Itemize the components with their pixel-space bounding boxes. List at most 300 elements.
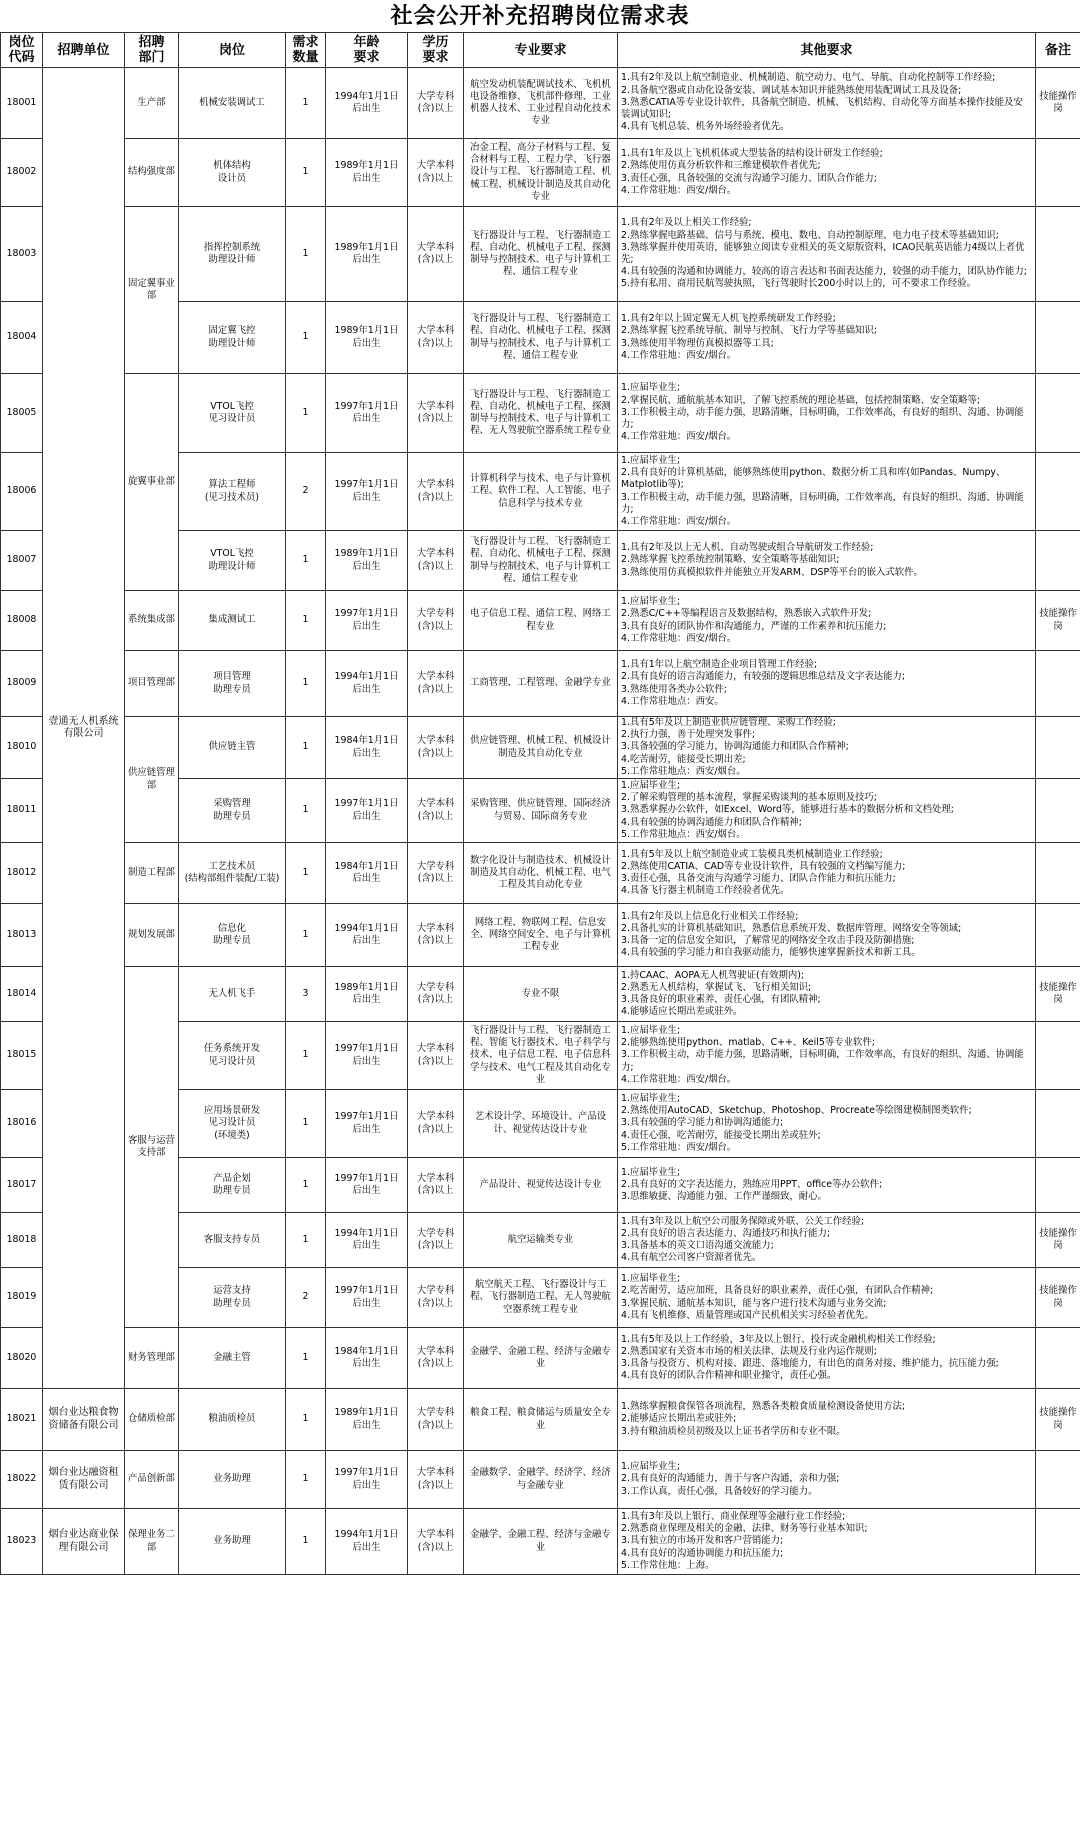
cell-edu-text: 大学本科 (含)以上 bbox=[416, 548, 455, 572]
cell-age bbox=[326, 207, 408, 302]
table-row bbox=[1, 1389, 1080, 1451]
cell-count-text: 1 bbox=[302, 247, 309, 259]
cell-other bbox=[618, 967, 1036, 1022]
cell-edu bbox=[408, 1509, 464, 1575]
cell-edu bbox=[408, 651, 464, 717]
cell-other bbox=[618, 1509, 1036, 1575]
cell-note bbox=[1036, 591, 1080, 651]
cell-position bbox=[179, 717, 286, 779]
cell-other bbox=[618, 139, 1036, 207]
cell-count bbox=[286, 207, 326, 302]
cell-note bbox=[1036, 1090, 1080, 1158]
cell-major bbox=[464, 139, 618, 207]
requirement-line: 5.持有私用、商用民航驾驶执照，飞行驾驶时长200小时以上的，可不要求工作经验。 bbox=[621, 278, 976, 290]
cell-code bbox=[1, 374, 43, 453]
cell-age-text: 1997年1月1日 后出生 bbox=[334, 798, 399, 822]
cell-edu bbox=[408, 1451, 464, 1509]
cell-age-text: 1989年1月1日 后出生 bbox=[334, 548, 399, 572]
cell-code bbox=[1, 904, 43, 967]
requirement-line: 4.工作常驻地：西安/烟台。 bbox=[621, 184, 737, 196]
requirement-line: 5.工作常驻地：西安/烟台。 bbox=[621, 1141, 737, 1153]
cell-count bbox=[286, 1022, 326, 1090]
cell-major-text: 飞行器设计与工程、飞行器制造工程、自动化、机械电子工程、探测制导与控制技术、电子与计算机工程、通信工程专业 bbox=[470, 536, 611, 584]
cell-position-text: 集成测试工 bbox=[208, 614, 256, 626]
cell-count-text: 1 bbox=[302, 554, 309, 566]
cell-code-text: 18022 bbox=[6, 1473, 37, 1485]
cell-edu bbox=[408, 591, 464, 651]
table-row bbox=[1, 139, 1080, 207]
cell-code-text: 18012 bbox=[6, 866, 37, 878]
cell-other bbox=[618, 531, 1036, 591]
cell-unit bbox=[43, 68, 125, 1389]
cell-age-text: 1997年1月1日 后出生 bbox=[334, 400, 399, 424]
cell-other bbox=[618, 651, 1036, 717]
cell-major bbox=[464, 717, 618, 779]
cell-major-text: 飞行器设计与工程、飞行器制造工程、自动化、机械电子工程、探测制导与控制技术、电子与计算机工程、通信工程专业 bbox=[470, 313, 611, 361]
cell-position-text: 机械安装调试工 bbox=[199, 96, 265, 108]
cell-edu bbox=[408, 1328, 464, 1389]
cell-note bbox=[1036, 1268, 1080, 1328]
cell-age bbox=[326, 1022, 408, 1090]
cell-code-text: 18014 bbox=[6, 987, 37, 999]
cell-other bbox=[618, 453, 1036, 531]
requirement-line: 3.工作积极主动，动手能力强，思路清晰，目标明确，工作效率高，有良好的组织、沟通、协调能力; bbox=[621, 491, 1024, 515]
cell-major bbox=[464, 591, 618, 651]
cell-note bbox=[1036, 139, 1080, 207]
cell-code-text: 18013 bbox=[6, 928, 37, 940]
cell-code-text: 18001 bbox=[6, 96, 37, 108]
cell-edu-text: 大学本科 (含)以上 bbox=[416, 1345, 455, 1370]
cell-count-text: 2 bbox=[302, 485, 309, 497]
cell-edu-text: 大学本科 (含)以上 bbox=[416, 1172, 455, 1197]
cell-dept-text: 制造工程部 bbox=[128, 866, 175, 878]
cell-major bbox=[464, 967, 618, 1022]
requirement-line: 2.熟练掌握电路基础、信号与系统、模电、数电、自动控制原理、电力电子技术等基础知识; bbox=[621, 229, 999, 241]
cell-code-text: 18010 bbox=[6, 741, 37, 753]
requirement-line: 4.具有航空公司客户资源者优先。 bbox=[621, 1252, 762, 1264]
requirement-line: 2.执行力强，善于处理突发事件; bbox=[621, 729, 755, 741]
cell-dept-text: 财务管理部 bbox=[128, 1351, 175, 1363]
cell-other bbox=[618, 843, 1036, 904]
cell-age-text: 1984年1月1日 后出生 bbox=[334, 860, 399, 885]
cell-age bbox=[326, 591, 408, 651]
requirement-line: 3.持有粮油质检员初级及以上证书者学历和专业不限。 bbox=[621, 1425, 846, 1437]
cell-note bbox=[1036, 302, 1080, 374]
cell-other bbox=[618, 591, 1036, 651]
cell-age-text: 1997年1月1日 后出生 bbox=[334, 608, 399, 632]
cell-code-text: 18003 bbox=[6, 247, 37, 259]
cell-edu bbox=[408, 453, 464, 531]
cell-position-text: 金融主管 bbox=[213, 1351, 251, 1363]
table-row bbox=[1, 904, 1080, 967]
cell-age-text: 1989年1月1日 后出生 bbox=[334, 160, 399, 184]
requirement-line: 2.熟练使用AutoCAD、Sketchup、Photoshop、Procreate等绘图建模制图类软件; bbox=[621, 1105, 972, 1117]
cell-count-text: 1 bbox=[302, 1413, 309, 1425]
cell-age bbox=[326, 302, 408, 374]
requirement-line: 2.熟练掌握飞控系统导航、制导与控制、飞行力学等基础知识; bbox=[621, 325, 877, 337]
requirement-line: 1.应届毕业生; bbox=[621, 454, 680, 466]
cell-age-text: 1997年1月1日 后出生 bbox=[334, 1285, 399, 1309]
requirement-line: 5.工作常住地：上海。 bbox=[621, 1559, 715, 1571]
table-row bbox=[1, 591, 1080, 651]
cell-age-text: 1997年1月1日 后出生 bbox=[334, 1467, 399, 1491]
requirement-line: 2.熟悉国家有关资本市场的相关法律、法规及行业内运作规则; bbox=[621, 1345, 877, 1357]
requirement-line: 5.工作常驻地点：西安/烟台。 bbox=[621, 765, 746, 777]
table-row bbox=[1, 374, 1080, 453]
cell-note bbox=[1036, 453, 1080, 531]
requirement-line: 1.持CAAC、AOPA无人机驾驶证(有效期内); bbox=[621, 969, 805, 981]
requirement-line: 1.应届毕业生; bbox=[621, 1025, 680, 1036]
requirement-line: 3.掌握民航、通航基本知识，能与客户进行技术沟通与业务交流; bbox=[621, 1297, 887, 1309]
cell-edu bbox=[408, 904, 464, 967]
cell-code bbox=[1, 1022, 43, 1090]
requirement-line: 4.具备飞行器主机制造工作经验者优先。 bbox=[621, 885, 790, 897]
cell-note bbox=[1036, 531, 1080, 591]
cell-age bbox=[326, 139, 408, 207]
cell-position bbox=[179, 1451, 286, 1509]
cell-major-text: 计算机科学与技术、电子与计算机工程、软件工程、人工智能、电子信息科学与技术专业 bbox=[470, 473, 611, 509]
cell-major-text: 数字化设计与制造技术、机械设计制造及其自动化、机械工程、电气工程及其自动化专业 bbox=[470, 854, 611, 891]
cell-edu bbox=[408, 1090, 464, 1158]
cell-position-text: 算法工程师 (见习技术员) bbox=[204, 479, 260, 503]
cell-code bbox=[1, 1158, 43, 1213]
cell-code-text: 18018 bbox=[6, 1233, 37, 1245]
cell-edu bbox=[408, 374, 464, 453]
cell-age-text: 1997年1月1日 后出生 bbox=[334, 1111, 399, 1135]
cell-dept bbox=[125, 1389, 179, 1451]
cell-count bbox=[286, 1158, 326, 1213]
requirement-line: 1.应届毕业生; bbox=[621, 780, 680, 791]
cell-other bbox=[618, 68, 1036, 139]
cell-code bbox=[1, 591, 43, 651]
cell-position-text: 运营支持 助理专员 bbox=[213, 1285, 251, 1309]
cell-dept-text: 供应链管理部 bbox=[128, 767, 175, 791]
cell-count bbox=[286, 531, 326, 591]
requirement-line: 1.应届毕业生; bbox=[621, 1273, 680, 1285]
requirement-line: 1.具有2年及以上相关工作经验; bbox=[621, 217, 752, 229]
cell-other bbox=[618, 1213, 1036, 1268]
cell-position bbox=[179, 207, 286, 302]
cell-code bbox=[1, 68, 43, 139]
requirement-line: 4.工作常驻地：西安/烟台。 bbox=[621, 515, 737, 527]
requirement-line: 1.具有1年及以上飞机机体或大型装备的结构设计研发工作经验; bbox=[621, 148, 883, 160]
requirement-line: 4.具有飞机总装、机务外场经验者优先。 bbox=[621, 121, 790, 133]
cell-count bbox=[286, 967, 326, 1022]
cell-count-text: 1 bbox=[302, 1049, 309, 1061]
cell-note bbox=[1036, 1451, 1080, 1509]
cell-major-text: 粮食工程、粮食储运与质量安全专业 bbox=[470, 1407, 611, 1431]
cell-edu bbox=[408, 717, 464, 779]
cell-note-text: 技能操作岗 bbox=[1039, 1227, 1077, 1252]
cell-age bbox=[326, 843, 408, 904]
cell-note-text: 技能操作岗 bbox=[1039, 90, 1077, 114]
cell-age bbox=[326, 717, 408, 779]
cell-position bbox=[179, 68, 286, 139]
requirement-line: 2.能够熟练使用python、matlab、C++、Keil5等专业软件; bbox=[621, 1037, 875, 1049]
cell-age-text: 1989年1月1日 后出生 bbox=[334, 325, 399, 349]
cell-age-text: 1997年1月1日 后出生 bbox=[334, 479, 399, 503]
cell-position-text: 应用场景研发 见习设计员 (环境类) bbox=[203, 1105, 261, 1141]
cell-unit-text: 烟台业达粮食物资储备有限公司 bbox=[48, 1407, 119, 1431]
cell-code bbox=[1, 1451, 43, 1509]
cell-code bbox=[1, 843, 43, 904]
page-title: 社会公开补充招聘岗位需求表 bbox=[390, 3, 690, 29]
cell-edu-text: 大学本科 (含)以上 bbox=[416, 479, 455, 503]
cell-position bbox=[179, 531, 286, 591]
cell-code bbox=[1, 967, 43, 1022]
requirement-line: 2.熟练使用CATIA、CAD等专业设计软件，具有较强的文档编写能力; bbox=[621, 860, 906, 872]
requirement-line: 1.具有5年及以上制造业供应链管理、采购工作经验; bbox=[621, 717, 836, 728]
cell-note bbox=[1036, 374, 1080, 453]
requirement-line: 1.具有3年及以上银行、商业保理等金融行业工作经验; bbox=[621, 1511, 846, 1522]
cell-other bbox=[618, 1268, 1036, 1328]
cell-position bbox=[179, 1213, 286, 1268]
requirement-line: 3.熟练使用半物理仿真模拟器等工具; bbox=[621, 337, 774, 349]
header-unit: 招聘单位 bbox=[43, 33, 125, 68]
cell-dept-text: 客服与运营支持部 bbox=[128, 1134, 175, 1159]
cell-code-text: 18017 bbox=[6, 1178, 37, 1190]
cell-dept bbox=[125, 207, 179, 374]
cell-dept-text: 产品创新部 bbox=[128, 1473, 175, 1485]
cell-edu-text: 大学专科 (含)以上 bbox=[416, 981, 455, 1006]
cell-age-text: 1994年1月1日 后出生 bbox=[334, 90, 399, 114]
cell-age bbox=[326, 531, 408, 591]
requirement-line: 4.工作常驻地：西安/烟台。 bbox=[621, 632, 737, 644]
cell-count bbox=[286, 651, 326, 717]
cell-edu-text: 大学专科 (含)以上 bbox=[416, 608, 455, 632]
cell-edu-text: 大学专科 (含)以上 bbox=[416, 1227, 455, 1252]
cell-note bbox=[1036, 843, 1080, 904]
cell-count-text: 1 bbox=[302, 866, 309, 878]
cell-edu bbox=[408, 1268, 464, 1328]
cell-count bbox=[286, 302, 326, 374]
table-row bbox=[1, 1451, 1080, 1509]
requirement-line: 2.具有良好的语言沟通能力，有较强的逻辑思维总结及文字表达能力; bbox=[621, 671, 905, 683]
cell-edu bbox=[408, 967, 464, 1022]
requirement-line: 4.工作常驻地：西安/烟台。 bbox=[621, 431, 737, 443]
cell-unit-text: 烟台业达商业保理有限公司 bbox=[48, 1529, 119, 1553]
requirement-line: 3.责任心强，具备交流与沟通学习能力、团队合作能力和抗压能力; bbox=[621, 873, 896, 885]
cell-note bbox=[1036, 1389, 1080, 1451]
cell-major bbox=[464, 1213, 618, 1268]
cell-count-text: 1 bbox=[302, 406, 309, 418]
cell-dept bbox=[125, 139, 179, 207]
cell-dept-text: 固定翼事业部 bbox=[128, 277, 175, 301]
header-count: 需求 数量 bbox=[286, 33, 326, 68]
cell-edu-text: 大学本科 (含)以上 bbox=[416, 922, 455, 947]
cell-unit bbox=[43, 1389, 125, 1451]
cell-other bbox=[618, 779, 1036, 843]
cell-code bbox=[1, 651, 43, 717]
cell-code-text: 18023 bbox=[6, 1535, 37, 1547]
cell-code bbox=[1, 531, 43, 591]
cell-count bbox=[286, 1389, 326, 1451]
cell-edu bbox=[408, 1389, 464, 1451]
table-row bbox=[1, 651, 1080, 717]
cell-edu-text: 大学本科 (含)以上 bbox=[416, 400, 455, 424]
cell-note bbox=[1036, 1328, 1080, 1389]
cell-position-text: 指挥控制系统 助理设计师 bbox=[203, 241, 261, 265]
requirement-line: 3.熟练使用各类办公软件; bbox=[621, 683, 727, 695]
cell-count-text: 3 bbox=[302, 987, 309, 999]
cell-code-text: 18021 bbox=[6, 1413, 37, 1425]
cell-position-text: 供应链主管 bbox=[208, 741, 256, 753]
cell-count bbox=[286, 591, 326, 651]
cell-age-text: 1994年1月1日 后出生 bbox=[334, 671, 399, 695]
cell-major bbox=[464, 651, 618, 717]
requirement-line: 2.具有良好的沟通能力，善于与客户沟通，亲和力强; bbox=[621, 1473, 840, 1485]
header-edu: 学历 要求 bbox=[408, 33, 464, 68]
requirement-line: 3.具备一定的信息安全知识，了解常见的网络安全攻击手段及防御措施; bbox=[621, 935, 915, 947]
cell-position bbox=[179, 302, 286, 374]
requirement-line: 3.具备与投资方、机构对接、跟进、落地能力，有出色的商务对接、维护能力，抗压能力强; bbox=[621, 1358, 999, 1370]
cell-position bbox=[179, 779, 286, 843]
requirement-line: 1.具有5年及以上航空制造业或工装模具类机械制造业工作经验; bbox=[621, 848, 883, 860]
cell-age bbox=[326, 453, 408, 531]
requirement-line: 1.应届毕业生; bbox=[621, 1166, 680, 1178]
cell-position-text: 工艺技术员 (结构部组件装配/工装) bbox=[184, 860, 280, 885]
cell-position-text: VTOL飞控 见习设计员 bbox=[208, 400, 256, 424]
requirement-line: 1.具有3年及以上航空公司服务保障或外联、公关工作经验; bbox=[621, 1215, 865, 1227]
requirement-line: 2.掌握民航、通航航基本知识，了解飞控系统的理论基础，包括控制策略、安全策略等; bbox=[621, 394, 980, 406]
requirement-line: 3.具备良好的职业素养，责任心强，有团队精神; bbox=[621, 994, 821, 1006]
requirement-line: 2.熟悉无人机结构，掌握试飞、飞行相关知识; bbox=[621, 981, 812, 993]
cell-major-text: 飞行器设计与工程、飞行器制造工程、智能飞行器技术、电子科学与技术、电子信息工程、电子信息科学与技术、电气工程及其自动化专业 bbox=[470, 1025, 611, 1085]
cell-note bbox=[1036, 68, 1080, 139]
cell-major-text: 飞行器设计与工程、飞行器制造工程、自动化、机械电子工程、探测制导与控制技术、电子与计算机工程、无人驾驶航空器系统工程专业 bbox=[470, 388, 611, 437]
cell-position bbox=[179, 1389, 286, 1451]
table-row bbox=[1, 1328, 1080, 1389]
cell-dept bbox=[125, 717, 179, 843]
cell-position-text: 业务助理 bbox=[213, 1473, 251, 1485]
cell-code bbox=[1, 779, 43, 843]
cell-major-text: 冶金工程、高分子材料与工程、复合材料与工程、工程力学、飞行器设计与工程、飞行器制造工程、机械工程、机械设计制造及其自动化专业 bbox=[470, 141, 611, 202]
table-row bbox=[1, 717, 1080, 779]
cell-edu bbox=[408, 843, 464, 904]
cell-count-text: 1 bbox=[302, 166, 309, 178]
cell-position bbox=[179, 1022, 286, 1090]
cell-code bbox=[1, 139, 43, 207]
cell-code bbox=[1, 1389, 43, 1451]
requirement-line: 3.熟练掌握并使用英语，能够独立阅读专业相关的英文原版资料，ICAO民航英语能力4级以上者优先; bbox=[621, 241, 1025, 265]
cell-position-text: 客服支持专员 bbox=[203, 1233, 261, 1245]
cell-code-text: 18004 bbox=[6, 331, 37, 343]
cell-age bbox=[326, 1213, 408, 1268]
cell-dept bbox=[125, 1328, 179, 1389]
cell-edu bbox=[408, 68, 464, 139]
cell-code bbox=[1, 1268, 43, 1328]
cell-edu bbox=[408, 1022, 464, 1090]
cell-position bbox=[179, 591, 286, 651]
cell-edu-text: 大学本科 (含)以上 bbox=[416, 1111, 455, 1135]
header-age: 年龄 要求 bbox=[326, 33, 408, 68]
cell-age-text: 1989年1月1日 后出生 bbox=[334, 981, 399, 1006]
cell-age-text: 1997年1月1日 后出生 bbox=[334, 1043, 399, 1067]
cell-age bbox=[326, 1451, 408, 1509]
cell-count bbox=[286, 1328, 326, 1389]
table-header-row bbox=[1, 33, 1080, 68]
header-note: 备注 bbox=[1036, 33, 1080, 68]
requirement-line: 1.应届毕业生; bbox=[621, 1093, 680, 1104]
cell-major bbox=[464, 302, 618, 374]
requirement-line: 4.吃苦耐劳，能接受长期出差; bbox=[621, 753, 746, 765]
requirement-line: 2.具有良好的语言表达能力、沟通技巧和执行能力; bbox=[621, 1227, 830, 1239]
cell-count bbox=[286, 1451, 326, 1509]
cell-position-text: 项目管理 助理专员 bbox=[213, 671, 251, 695]
table-row bbox=[1, 1509, 1080, 1575]
cell-note bbox=[1036, 207, 1080, 302]
cell-major-text: 航空航天工程、飞行器设计与工程、飞行器制造工程、无人驾驶航空器系统工程专业 bbox=[470, 1279, 611, 1315]
cell-edu bbox=[408, 302, 464, 374]
cell-note bbox=[1036, 651, 1080, 717]
cell-count-text: 1 bbox=[302, 741, 309, 753]
cell-code bbox=[1, 207, 43, 302]
cell-position-text: 业务助理 bbox=[213, 1535, 251, 1547]
cell-age bbox=[326, 779, 408, 843]
cell-other bbox=[618, 1022, 1036, 1090]
cell-other bbox=[618, 1328, 1036, 1389]
cell-position-text: VTOL飞控 助理设计师 bbox=[208, 548, 256, 572]
requirement-line: 4.具有良好的沟通协调能力和抗压能力; bbox=[621, 1547, 784, 1559]
requirement-line: 3.责任心强，具备较强的交流与沟通学习能力、团队合作能力; bbox=[621, 172, 877, 184]
cell-major bbox=[464, 1509, 618, 1575]
cell-major-text: 金融数学、金融学、经济学、经济与金融专业 bbox=[470, 1467, 611, 1491]
cell-dept bbox=[125, 374, 179, 591]
cell-dept-text: 规划发展部 bbox=[128, 928, 175, 940]
cell-dept-text: 结构强度部 bbox=[128, 166, 175, 178]
cell-unit bbox=[43, 1509, 125, 1575]
cell-note-text: 技能操作岗 bbox=[1039, 1407, 1077, 1431]
cell-code-text: 18015 bbox=[6, 1049, 37, 1061]
cell-count-text: 1 bbox=[302, 614, 309, 626]
cell-dept bbox=[125, 967, 179, 1328]
cell-dept-text: 生产部 bbox=[137, 96, 166, 108]
cell-age bbox=[326, 967, 408, 1022]
cell-count-text: 1 bbox=[302, 677, 309, 689]
cell-major-text: 航空运输类专业 bbox=[507, 1233, 574, 1245]
requirement-line: 4.具有较强的学习能力和自我驱动能力，能够快速掌握新技术和新工具。 bbox=[621, 947, 921, 959]
requirement-line: 1.具有5年及以上工作经验，3年及以上银行、投行或金融机构相关工作经验; bbox=[621, 1333, 936, 1345]
cell-position-text: 采购管理 助理专员 bbox=[213, 798, 251, 822]
cell-count bbox=[286, 779, 326, 843]
cell-count-text: 1 bbox=[302, 928, 309, 940]
cell-edu-text: 大学本科 (含)以上 bbox=[416, 671, 455, 695]
cell-note-text: 技能操作岗 bbox=[1039, 1285, 1077, 1309]
cell-position bbox=[179, 1268, 286, 1328]
cell-note bbox=[1036, 717, 1080, 779]
cell-position-text: 粮油质检员 bbox=[208, 1413, 256, 1425]
cell-note bbox=[1036, 1509, 1080, 1575]
cell-dept-text: 旋翼事业部 bbox=[128, 475, 175, 487]
cell-position-text: 任务系统开发 见习设计员 bbox=[203, 1043, 261, 1067]
recruitment-table bbox=[0, 32, 1080, 1575]
cell-major-text: 艺术设计学、环境设计、产品设计、视觉传达设计专业 bbox=[474, 1111, 607, 1135]
cell-code bbox=[1, 1328, 43, 1389]
cell-age-text: 1994年1月1日 后出生 bbox=[334, 1227, 399, 1252]
cell-other bbox=[618, 1090, 1036, 1158]
cell-edu-text: 大学本科 (含)以上 bbox=[416, 1043, 455, 1067]
cell-age bbox=[326, 1389, 408, 1451]
cell-edu-text: 大学专科 (含)以上 bbox=[416, 1407, 455, 1431]
cell-count-text: 1 bbox=[302, 1178, 309, 1190]
cell-dept-text: 系统集成部 bbox=[128, 614, 175, 626]
requirement-line: 3.具备基本的英文口语沟通交流能力; bbox=[621, 1240, 774, 1252]
cell-code-text: 18011 bbox=[6, 804, 37, 816]
cell-code bbox=[1, 1509, 43, 1575]
cell-major bbox=[464, 207, 618, 302]
cell-code-text: 18002 bbox=[6, 166, 37, 178]
cell-count bbox=[286, 843, 326, 904]
